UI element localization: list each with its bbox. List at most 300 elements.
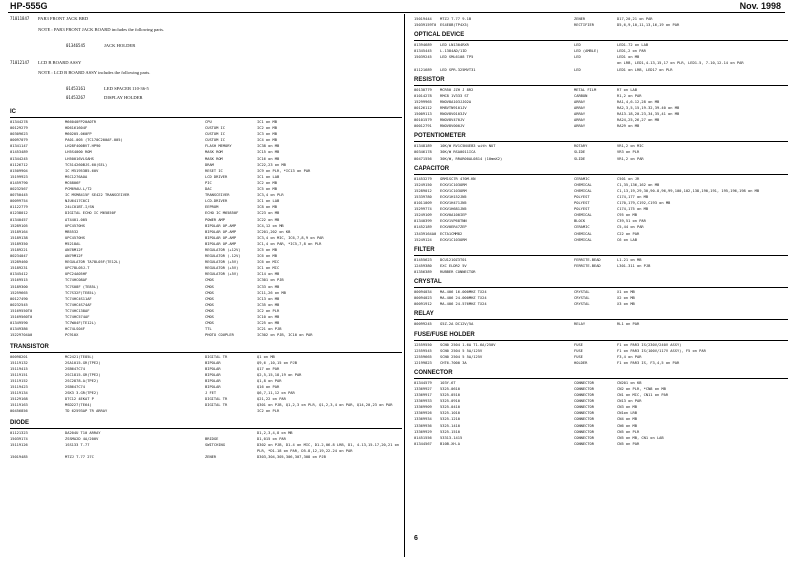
- part-type: DIGITAL TR: [205, 403, 228, 408]
- part-number: 00094023: [414, 296, 432, 301]
- part-type: CMOS: [205, 278, 214, 283]
- part-description: 30K/W, RRAR00AL0814 (10mmX2): [440, 156, 503, 161]
- part-type: CHEMICAL: [574, 182, 592, 187]
- page-header: [0, 0, 793, 12]
- part-type: PHOTO COUPLER: [205, 333, 234, 338]
- part-location: C170,179,C192,C193 on MB: [617, 201, 671, 206]
- part-description: 2SC1815-GR(TPE2): [65, 372, 101, 377]
- part-location: L1-21 on MB: [617, 257, 642, 262]
- part-location: IC6 on MIC: [257, 260, 280, 265]
- part-type: CMOS: [205, 284, 214, 289]
- part-type: CONNECTOR: [574, 386, 594, 391]
- part-description: ECKV1C103ORM: [440, 188, 467, 193]
- part-description: ECTA1CMM82: [440, 231, 463, 236]
- note-part-number: 01346545: [66, 43, 86, 48]
- part-number: 00012791: [414, 124, 432, 129]
- section-title: FILTER: [414, 246, 435, 253]
- part-type: DRAM: [205, 162, 214, 167]
- part-number: 15189164: [10, 229, 28, 234]
- part-location: IC33 on MB: [257, 284, 280, 289]
- part-description: 2SA1015-GR(TPE2): [65, 360, 101, 365]
- table-row: [10, 454, 402, 460]
- part-number: 01509904: [10, 168, 28, 173]
- part-number: 00091912: [414, 302, 432, 307]
- part-type: CUSTOM IC: [205, 132, 225, 137]
- part-number: 13369934: [414, 417, 432, 422]
- table-row: [414, 301, 788, 307]
- part-type: CONNECTOR: [574, 435, 594, 440]
- part-location: C1,35,136,162 on MB: [617, 182, 660, 187]
- part-description: MTZJ T-77 9.1B: [440, 17, 472, 21]
- part-type: CRYSTAL: [574, 296, 590, 301]
- model-name: HP-555G: [10, 1, 48, 11]
- part-type: POLYEST: [574, 194, 590, 199]
- part-type: POLYEST: [574, 201, 590, 206]
- part-location: IC2 on MB: [257, 126, 277, 131]
- part-description: 2SB647C74: [65, 385, 85, 390]
- part-number: 15259665: [10, 290, 28, 295]
- part-description: ES4E8B(TP4X3): [440, 23, 469, 28]
- part-number: 00129279: [10, 126, 28, 131]
- part-description: 5325-0410: [440, 405, 460, 410]
- section-title: IC: [10, 109, 16, 115]
- part-description: 2SB647C74: [65, 366, 85, 371]
- part-number: 15289105: [10, 223, 28, 228]
- part-number: 15289012: [414, 188, 432, 193]
- part-location: IC10 on MB: [257, 315, 280, 319]
- part-number: 01126712: [10, 162, 28, 167]
- part-description: AN79M12F: [65, 254, 83, 259]
- part-number: 15039174: [10, 436, 28, 441]
- part-number: 13369929: [414, 429, 432, 434]
- part-location: RA29 on MB: [617, 124, 640, 129]
- note-part-number: 71011847: [10, 16, 30, 21]
- part-number: 00101579: [414, 118, 432, 123]
- part-description: ECKV1VP68TNN: [440, 219, 467, 224]
- part-description: DCU1210Z3T01: [440, 257, 467, 262]
- part-type: RESET IC: [205, 168, 223, 173]
- section-rule: [414, 255, 788, 256]
- part-type: CHEMICAL: [574, 231, 592, 236]
- part-type: FLASH MEMORY: [205, 144, 232, 149]
- parts-table: [414, 321, 788, 327]
- part-description: IC MSM8415F SE422 TRANSCEIVER: [65, 193, 130, 198]
- part-type: ZENER: [574, 17, 586, 21]
- part-type: REGULATOR (-12V): [205, 254, 241, 259]
- part-number: 15119163: [10, 403, 28, 408]
- part-description: MCR50 JZH J 8R2: [440, 87, 474, 92]
- part-description: ECKV0A100IEP: [440, 213, 467, 218]
- section-rule: [414, 40, 788, 41]
- part-description: M66040FP20A0TR: [65, 120, 97, 124]
- part-location: R1,2 on PAR: [617, 93, 642, 98]
- part-type: BIPOLAR: [205, 366, 221, 371]
- part-type: SLIDE: [574, 150, 586, 155]
- part-description: RNOV8A103JJ02A: [440, 99, 472, 104]
- part-location: CN4 on MB: [617, 417, 637, 422]
- table-row: [414, 441, 788, 447]
- part-number: 01344579: [414, 380, 432, 385]
- section-title: CAPACITOR: [414, 165, 450, 172]
- part-number: 00456856: [10, 409, 28, 414]
- part-location: IC11,26 on MB: [257, 290, 286, 295]
- section-rule: [414, 378, 788, 379]
- part-location: IC1 on MIC: [257, 266, 280, 271]
- part-type: CPU: [205, 120, 212, 124]
- part-description: LH28F400BVT-HP90: [65, 144, 101, 149]
- part-description: NJU6417C0CI: [65, 199, 90, 204]
- part-location: D1,2,3,4,8 on MB: [257, 430, 293, 435]
- part-location: IC2 on MB: [257, 180, 277, 185]
- part-description: TC7S08F (TE85L): [65, 284, 99, 289]
- part-description: 5325-0910: [440, 399, 460, 404]
- part-description: AN78M12F: [65, 247, 83, 252]
- part-location: C501 on JR: [617, 176, 640, 181]
- part-location: IC14 on MB: [257, 272, 280, 277]
- section-title: RELAY: [414, 311, 434, 318]
- part-number: 12559665: [414, 354, 432, 359]
- part-type: ZENER: [205, 454, 217, 459]
- part-description: TC7W04F(TE12L): [65, 321, 97, 326]
- part-description: UPC78L05J-T: [65, 266, 90, 271]
- part-location: D17,20,21 on PAR: [617, 17, 653, 21]
- part-number: 01238012: [10, 211, 28, 216]
- part-description: HC74LS04F: [65, 327, 85, 332]
- part-number: 15129168: [10, 397, 28, 402]
- part-description: 30K/W RSA0011ICA: [440, 150, 476, 155]
- note-part-number: 01453267: [66, 95, 86, 100]
- part-location: IC302 on PJB, IC10 on PAR: [257, 333, 313, 338]
- part-description: HD6161604F: [65, 126, 88, 131]
- part-location: RA1,4,6-12,28 on MB: [617, 99, 660, 104]
- section-title: CONNECTOR: [414, 369, 453, 376]
- part-location: IC22 on MB: [257, 217, 280, 222]
- part-location: C22 on PAR: [617, 231, 640, 236]
- part-location: IC9 on PLR, *IC13 on PAR: [257, 168, 311, 173]
- part-type: REGULATOR (+5V): [205, 260, 239, 265]
- part-number: 15119134: [10, 391, 28, 396]
- part-type: MASK ROM: [205, 150, 223, 155]
- part-type: FUSE: [574, 342, 583, 347]
- part-number: 01453489: [10, 150, 28, 155]
- part-location: C174,177 on MB: [617, 194, 649, 199]
- part-description: ECKV0ER47ZEP: [440, 225, 467, 230]
- table-row: [414, 156, 788, 162]
- part-number: 00346178: [414, 150, 432, 155]
- part-number: 15189138: [10, 235, 28, 240]
- part-number: 01348189: [414, 144, 432, 149]
- part-type: BIPOLAR OP-AMP: [205, 229, 237, 234]
- part-type: HOLDER: [574, 360, 588, 365]
- header-rule: [8, 12, 785, 13]
- part-number: 12559550: [414, 342, 432, 347]
- part-location: Q6,7,11,12 on PAR: [257, 391, 295, 396]
- note-text: NOTE : PAR3 FRONT JACK BOARD includes the following parts.: [38, 27, 165, 32]
- part-number: 01451556: [414, 435, 432, 440]
- part-type: CARBON: [574, 93, 588, 98]
- part-location: F1 on PAR3 IS, F3,4,5 on PAR: [617, 360, 680, 365]
- part-description: PC910X: [65, 333, 79, 338]
- part-number: 12459380: [414, 263, 432, 268]
- part-location: VR1,2 on MIC: [617, 144, 644, 149]
- part-number: 13369936: [414, 423, 432, 428]
- part-type: BLOCK: [574, 219, 586, 224]
- part-description: MC2421(TE85L): [65, 354, 94, 359]
- part-description: RNOV8V0103JV: [440, 112, 467, 117]
- part-location: RA13-18,20-23,34,35,41 on MB: [617, 112, 680, 117]
- part-description: SCN0 2504 5 5A/125V: [440, 348, 483, 353]
- part-description: M60205-060FP: [65, 132, 92, 137]
- part-type: CONNECTOR: [574, 399, 594, 404]
- part-type: J FET: [205, 391, 217, 396]
- part-description: 103Y-6T: [440, 380, 456, 385]
- part-number: 01356389: [414, 269, 432, 274]
- part-number: 15169550T0: [10, 308, 33, 313]
- part-location: IC1 on LAB: [257, 199, 280, 204]
- part-location: IC4,12 on MB: [257, 223, 284, 228]
- part-type: ECHO IC M65850F: [205, 211, 239, 216]
- part-description: TC74HC138AF: [65, 308, 90, 313]
- part-description: AT4401-005: [65, 217, 88, 222]
- section-title: OPTICAL DEVICE: [414, 32, 465, 39]
- part-location: IC6 on MB: [257, 254, 277, 259]
- part-number: 13369927: [414, 386, 432, 391]
- part-type: CONNECTOR: [574, 429, 594, 434]
- part-description: TC7S32F(TE85L): [65, 290, 97, 295]
- part-description: 5325-1410: [440, 423, 460, 428]
- part-location: F1 on PAR3 IS(100V/117V ASSY), F5 on PAR: [617, 348, 706, 353]
- part-description: DA204U T10 ARRAY: [65, 430, 101, 435]
- document-date: Nov. 1998: [739, 1, 781, 11]
- part-type: CRYSTAL: [574, 290, 590, 295]
- part-description: LED LN1304RXR: [440, 43, 469, 48]
- part-location: Q301 on PJB, Q1,2,3 on PLR, Q1,2,3,4 on PAR, Q14,20,23 on PAR: [257, 403, 393, 408]
- part-type: CUSTOM IC: [205, 138, 225, 143]
- part-description: TC514260BJS-60(SEL): [65, 162, 108, 167]
- part-description: MA-406 24.576MHZ TX24: [440, 302, 487, 307]
- part-location: IC2 on PLR: [257, 409, 280, 414]
- part-description: TC74HC08AF: [65, 278, 88, 283]
- part-type: LCD DRIVER: [205, 174, 228, 179]
- part-number: 15249109: [414, 213, 432, 218]
- part-number: 13369909: [414, 405, 432, 410]
- parts-table: [414, 176, 788, 243]
- part-location: IC16 on MB: [257, 156, 280, 161]
- note-description: LCD B BOARD ASSY: [38, 60, 82, 65]
- part-location: IC13 on MB: [257, 296, 280, 301]
- part-type: RECTIFIER: [574, 23, 594, 28]
- part-number: 01122779: [10, 205, 28, 210]
- part-description: UPC24A05HF: [65, 272, 88, 277]
- part-description: ZSSMA2D 4A/200V: [65, 436, 99, 441]
- section-title: DIODE: [10, 419, 30, 426]
- part-location: C1,13,19,29,30,90-8,96,99,100,102,138,190,191, 195,196,198 on MB: [617, 188, 760, 193]
- part-description: GRM1SC7R 470M-KN: [440, 176, 476, 181]
- part-type: TRANSCEIVER: [205, 193, 230, 198]
- part-location: CN13 on PAR: [617, 399, 642, 404]
- part-location: Q16 on PAR: [257, 385, 280, 390]
- part-location: IC5 on MB: [257, 247, 277, 252]
- part-number: 01341147: [10, 144, 28, 149]
- part-type: CHEMICAL: [574, 188, 592, 193]
- part-location: Q1 on MB: [257, 354, 275, 359]
- part-type: CONNECTOR: [574, 380, 594, 385]
- part-description: UPC4570HS: [65, 223, 85, 228]
- section-rule: [414, 319, 788, 320]
- part-number: 00097079: [10, 138, 28, 143]
- part-number: 13439164A0: [414, 231, 437, 236]
- part-description: LH50016VLSAHS: [65, 156, 94, 161]
- part-location: CN6 on MB: [617, 423, 637, 428]
- part-type: POWER AMP: [205, 217, 225, 222]
- part-number: 15289460: [10, 260, 28, 265]
- part-description: EXC ELDR2 5V: [440, 263, 467, 268]
- part-description: ECKV1H681JN5: [440, 207, 467, 212]
- part-number: 15199923: [10, 174, 28, 179]
- part-location: IC1,4 on PAR, *IC5,7,8 on PLR: [257, 241, 322, 246]
- table-row: [414, 123, 788, 129]
- part-type: REGULATOR (+5V): [205, 266, 239, 271]
- parts-table: [414, 42, 788, 72]
- note-description: JACK HOLDER: [104, 43, 136, 48]
- part-description: 10K/W RV1C5N4EB3 with NUT: [440, 144, 496, 149]
- part-type: CONNECTOR: [574, 411, 594, 416]
- part-number: 00234047: [10, 254, 28, 259]
- part-number: 15039159T0: [414, 23, 437, 28]
- note-part-number: 01453161: [66, 86, 86, 91]
- part-type: CMOS: [205, 302, 214, 307]
- part-location: C6 on LAB: [617, 237, 637, 242]
- part-type: FUSE: [574, 354, 583, 359]
- part-location: D303,304,305,306,307,308 on PJB: [257, 454, 326, 459]
- part-location: X2 on MB: [617, 296, 635, 301]
- part-description: ECKV1C103ORM: [440, 182, 467, 187]
- part-number: 15229704A0: [10, 333, 33, 338]
- part-type: DAC: [205, 187, 212, 192]
- part-location: CN201 on KB: [617, 380, 642, 385]
- part-location: IC2 on PLR: [257, 308, 280, 313]
- part-description: IC M51953B5-60V: [65, 168, 99, 173]
- part-type: LED: [574, 67, 581, 72]
- part-number: 01344278: [10, 120, 28, 124]
- part-type: LCD-DRIVER: [205, 199, 228, 204]
- part-type: CHEMICAL: [574, 237, 592, 242]
- part-location: CN5 on PLR: [617, 429, 640, 434]
- part-location: VR3 on PLR: [617, 150, 640, 155]
- part-location: R7 on LAB: [617, 87, 637, 92]
- part-description: 1SS133 T-77: [65, 442, 90, 447]
- page-number: 6: [414, 535, 418, 542]
- part-location: IC201,202 on KB: [257, 229, 291, 234]
- part-location: LED1 on MB: [617, 55, 640, 60]
- part-description: DIGITAL ECHO IC M65850F: [65, 211, 117, 216]
- part-location: CN3 on MB: [617, 405, 637, 410]
- table-row: [414, 360, 788, 366]
- part-location: D1,015 on PAR: [257, 436, 286, 441]
- part-number: 01459790: [10, 180, 28, 185]
- part-description: DTC12 4EKAT P: [65, 397, 94, 402]
- part-type: SWITCHING: [205, 442, 225, 447]
- parts-table: [414, 87, 788, 130]
- part-number: 15009113: [414, 112, 432, 117]
- part-number: 15039245: [414, 55, 432, 60]
- part-number: 12559545: [414, 348, 432, 353]
- part-description: LH5S4000 ROM: [65, 150, 92, 155]
- part-location: Q1,8 on PAR: [257, 378, 282, 383]
- part-location: IC8 on MB: [257, 205, 277, 210]
- part-number: 15189231: [10, 266, 28, 271]
- parts-table: [414, 380, 788, 447]
- section-title: POTENTIOMETER: [414, 133, 466, 140]
- part-description: ECKV1H471JN5: [440, 201, 467, 206]
- part-location: D302 on PJB, D1-4 on MIC, D1-2,06-8 LRB, D1, 4-13,15-17,20,21 on PLR, *D1-18 on PAR, D5-8,12,19,22-24 on PAR: [257, 442, 400, 453]
- part-type: FERRITE-BEAD: [574, 263, 601, 268]
- table-row: [414, 22, 788, 28]
- section-rule: [414, 174, 788, 175]
- part-type: SLIDE: [574, 156, 586, 161]
- part-location: IC1 on LAB: [257, 174, 280, 179]
- part-location: X1 on MB: [617, 290, 635, 295]
- part-location: C174,175 on MB: [617, 207, 649, 212]
- part-description: RMC8 1V333 ST: [440, 93, 469, 98]
- table-row: [414, 269, 788, 275]
- part-number: 01349590: [10, 321, 28, 326]
- part-type: CMOS: [205, 290, 214, 295]
- part-type: DIGITAL TR: [205, 397, 228, 402]
- part-type: CONNECTOR: [574, 393, 594, 398]
- part-type: CERAMIC: [574, 225, 590, 230]
- part-location: C95 on MB: [617, 213, 637, 218]
- section-title: TRANSISTOR: [10, 343, 49, 350]
- part-description: MTZJ T-77 27C: [65, 454, 94, 459]
- part-description: 5325-0610: [440, 386, 460, 391]
- part-number: 01345412: [10, 272, 28, 277]
- part-location: IC3,4 on PLR: [257, 193, 284, 198]
- column-divider: [404, 14, 405, 557]
- table-row: [414, 321, 788, 327]
- part-number: 15019485: [10, 454, 28, 459]
- note-part-number: 71012147: [10, 60, 30, 65]
- part-number: 01455623: [414, 257, 432, 262]
- part-number: 13369933: [414, 399, 432, 404]
- part-type: BRIDGE: [205, 436, 219, 441]
- part-number: 15189221: [10, 247, 28, 252]
- part-number: 00099754: [10, 199, 28, 204]
- part-location: F1 on PAR3 IS(230V/240V ASSY): [617, 342, 682, 347]
- part-number: 01349386: [10, 327, 28, 332]
- part-location: CN2 on PLR, *CN8 on MB: [617, 386, 666, 391]
- part-number: 00232567: [10, 187, 28, 192]
- part-location: Q2,5,15,18,19 on PAR: [257, 372, 302, 377]
- part-location: LED1 on LRB, LED17 on PLR: [617, 67, 673, 72]
- part-type: CONNECTOR: [574, 405, 594, 410]
- part-location: RA2,3,5,15,19-32,39-40 on MB: [617, 105, 680, 110]
- part-type: REGULATOR (+5V): [205, 272, 239, 277]
- part-type: ARRAY: [574, 99, 586, 104]
- part-number: 00750445: [10, 193, 28, 198]
- part-description: 5325-1510: [440, 429, 460, 434]
- part-number: 15119126: [10, 442, 28, 447]
- part-location: IC22,23 on MB: [257, 162, 286, 167]
- parts-table: [10, 119, 402, 338]
- section-rule: [414, 141, 788, 142]
- note-text: NOTE : LCD B BOARD ASSY includes the following parts.: [38, 70, 151, 75]
- part-location: IC15 on MB: [257, 150, 280, 155]
- part-number: 15189300: [10, 284, 28, 289]
- part-type: RELAY: [574, 322, 586, 327]
- part-location: C39,51 on PAR: [617, 219, 646, 224]
- part-type: FERRITE-BEAD: [574, 257, 601, 262]
